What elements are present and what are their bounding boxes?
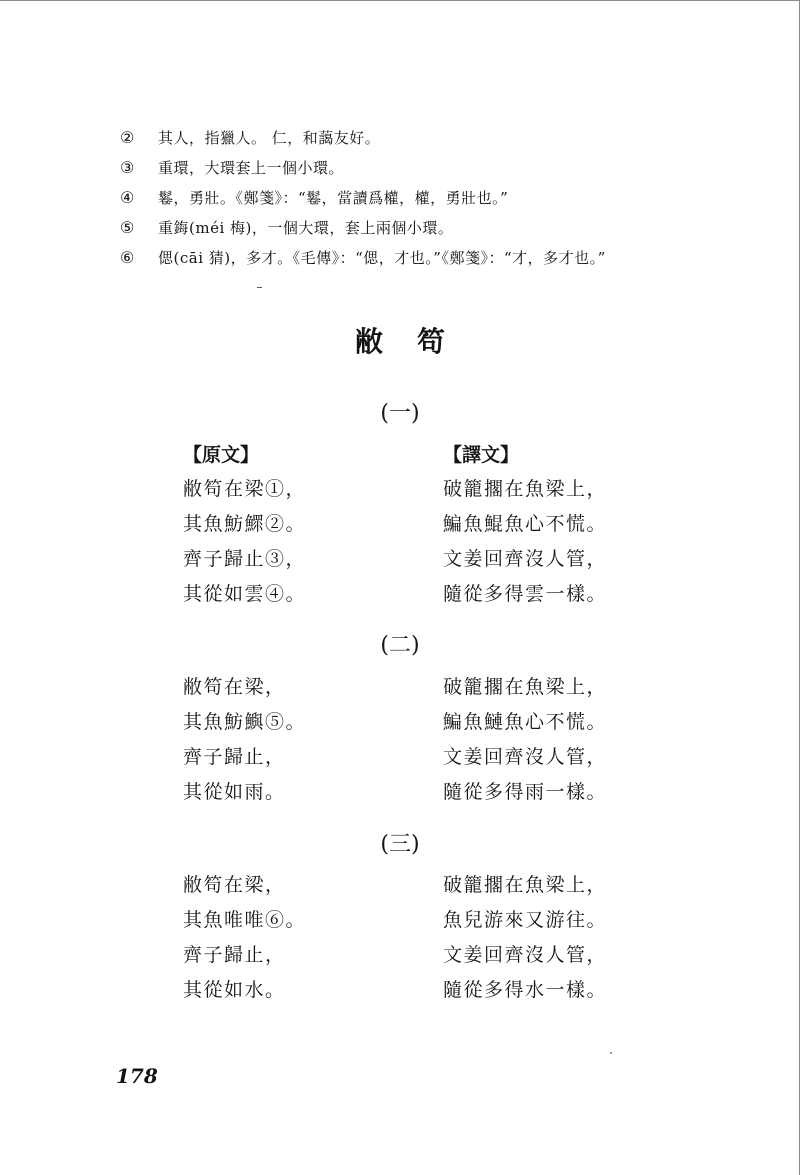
section-marker: (一): [380, 401, 420, 426]
section-marker: (二): [380, 633, 420, 658]
translation-line: 鯿魚鯤魚心不慌。: [443, 513, 608, 535]
verse-line: 敝笱在梁①，: [183, 478, 307, 500]
translation-column: [443, 438, 607, 612]
verse-line: 其魚魴鱮⑤。: [183, 711, 307, 733]
original-text-column: [183, 868, 306, 1008]
original-text-column: [183, 438, 306, 612]
poem-title: 敝笱: [354, 325, 479, 358]
verse-line: 敝笱在梁，: [183, 874, 286, 896]
footnote: [120, 122, 606, 152]
footnote-text: 鬈，勇壯。《鄭箋》：“鬈，當讀爲權，權，勇壯也。”: [158, 188, 509, 207]
translation-line: 隨從多得水一樣。: [443, 979, 608, 1001]
verse-line: 其魚魴鰥②。: [183, 513, 307, 535]
translation-line: 破籠擱在魚梁上，: [443, 478, 608, 500]
footnote-number: ⑥: [120, 247, 135, 267]
verse-line: 齊子歸止，: [183, 746, 286, 768]
footnote-number: ⑤: [120, 217, 135, 237]
footnote-text: 重鋂(méi 梅)，一個大環，套上兩個小環。: [158, 218, 454, 237]
footnote-number: ④: [120, 187, 135, 207]
translation-line: 隨從多得雲一樣。: [443, 583, 608, 605]
translation-line: 文姜回齊沒人管，: [443, 548, 608, 570]
footnote-text: 重環，大環套上一個小環。: [158, 158, 345, 177]
translation-line: 隨從多得雨一樣。: [443, 781, 608, 803]
verse-line: 其從如雲④。: [183, 583, 307, 605]
footnote: [120, 242, 606, 272]
original-text-column: [183, 670, 306, 810]
translation-column: [443, 670, 607, 810]
verse-line: 齊子歸止③，: [183, 548, 307, 570]
translation-column: [443, 868, 607, 1008]
original-label: 【原文】: [183, 444, 260, 466]
verse-line: 其從如水。: [183, 979, 286, 1001]
footnote-text: 偲(cāi 猜)，多才。《毛傳》：“偲，才也。”《鄭箋》：“才，多才也。”: [158, 248, 606, 267]
translation-line: 文姜回齊沒人管，: [443, 746, 608, 768]
section-marker: (三): [380, 832, 420, 857]
footnotes: [120, 122, 606, 272]
footnote: [120, 152, 606, 182]
footnote: [120, 182, 606, 212]
translation-label: 【譯文】: [443, 444, 520, 466]
translation-line: 魚兒游來又游往。: [443, 909, 608, 931]
translation-line: 破籠擱在魚梁上，: [443, 676, 608, 698]
translation-line: 文姜回齊沒人管，: [443, 944, 608, 966]
footnote: [120, 212, 606, 242]
translation-line: 鯿魚鰱魚心不慌。: [443, 711, 608, 733]
verse-line: 齊子歸止，: [183, 944, 286, 966]
verse-line: 敝笱在梁，: [183, 676, 286, 698]
footnote-text: 其人，指獵人。 仁，和藹友好。: [158, 128, 381, 147]
page-frame-top-border: [0, 0, 800, 1]
verse-line: 其從如雨。: [183, 781, 286, 803]
stray-mark: [610, 1052, 612, 1054]
verse-line: 其魚唯唯⑥。: [183, 909, 307, 931]
footnote-number: ②: [120, 127, 135, 147]
stray-mark: [257, 287, 262, 288]
page-number: 178: [116, 1064, 158, 1088]
footnote-number: ③: [120, 157, 135, 177]
translation-line: 破籠擱在魚梁上，: [443, 874, 608, 896]
